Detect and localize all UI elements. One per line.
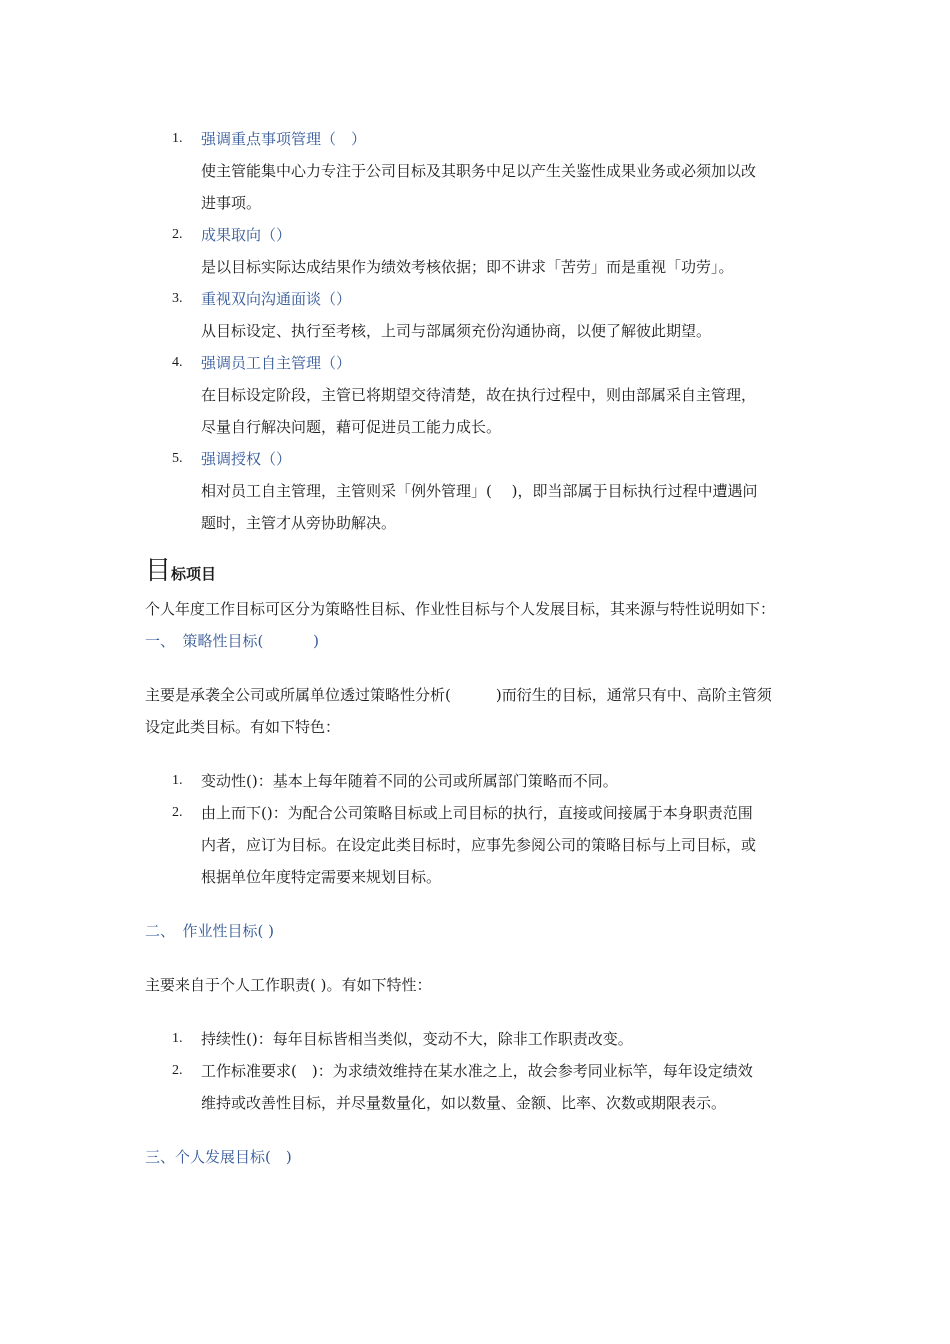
list-number: 2.	[172, 227, 183, 242]
list-item: 由上而下()：为配合公司策略目标或上司目标的执行，直接或间接属于本身职责范围	[201, 804, 753, 822]
list-number: 1.	[172, 1031, 183, 1046]
principle-body: 从目标设定、执行至考核，上司与部属须充份沟通协商，以便了解彼此期望。	[201, 322, 712, 340]
list-item: 工作标准要求( )：为求绩效维持在某水准之上，故会参考同业标竿，每年设定绩效	[201, 1062, 753, 1080]
principle-title: 强调重点事项管理（ ）	[201, 130, 367, 148]
principle-body: 使主管能集中心力专注于公司目标及其职务中足以产生关鉴性成果业务或必须加以改	[201, 162, 757, 180]
section-heading	[145, 556, 216, 586]
section1-desc: 主要是承袭全公司或所属单位透过策略性分析( )而衍生的目标，通常只有中、高阶主管须	[145, 686, 772, 704]
principle-title: 强调授权（）	[201, 450, 292, 468]
list-item: 变动性()：基本上每年随着不同的公司或所属部门策略而不同。	[201, 772, 618, 790]
principle-body: 尽量自行解决问题，藉可促进员工能力成长。	[201, 418, 502, 436]
heading-rest: 标项目	[171, 565, 217, 583]
list-item: 内者，应订为目标。在设定此类目标时，应事先参阅公司的策略目标与上司目标，或	[201, 836, 757, 854]
list-number: 1.	[172, 131, 183, 146]
principle-body: 是以目标实际达成结果作为绩效考核依据；即不讲求「苦劳」而是重视「功劳」。	[201, 258, 734, 276]
list-number: 2.	[172, 805, 183, 820]
principle-body: 进事项。	[201, 194, 262, 212]
list-item: 根据单位年度特定需要来规划目标。	[201, 868, 442, 886]
list-number: 5.	[172, 451, 183, 466]
principle-body: 在目标设定阶段，主管已将期望交待清楚，故在执行过程中，则由部属采自主管理，	[201, 386, 757, 404]
list-number: 3.	[172, 291, 183, 306]
list-item: 持续性()：每年目标皆相当类似，变动不大，除非工作职责改变。	[201, 1030, 633, 1048]
section1-label: 一、 策略性目标( )	[145, 632, 319, 650]
section1-desc: 设定此类目标。有如下特色：	[145, 718, 341, 736]
list-item: 维持或改善性目标，并尽量数量化，如以数量、金额、比率、次数或期限表示。	[201, 1094, 727, 1112]
section2-desc: 主要来自于个人工作职责( )。有如下特性：	[145, 976, 432, 994]
principle-title: 成果取向（）	[201, 226, 292, 244]
list-number: 1.	[172, 773, 183, 788]
principle-body: 相对员工自主管理，主管则采「例外管理」( )，即当部属于目标执行过程中遭遇问	[201, 482, 758, 500]
section3-label: 三、个人发展目标( )	[145, 1148, 292, 1166]
principle-title: 强调员工自主管理（）	[201, 354, 352, 372]
section2-label: 二、 作业性目标( )	[145, 922, 274, 940]
heading-initial: 目	[145, 556, 172, 586]
intro-paragraph: 个人年度工作目标可区分为策略性目标、作业性目标与个人发展目标，其来源与特性说明如下：	[145, 600, 776, 618]
list-number: 2.	[172, 1063, 183, 1078]
list-number: 4.	[172, 355, 183, 370]
principle-title: 重视双向沟通面谈（）	[201, 290, 352, 308]
principle-body: 题时，主管才从旁协助解决。	[201, 514, 397, 532]
